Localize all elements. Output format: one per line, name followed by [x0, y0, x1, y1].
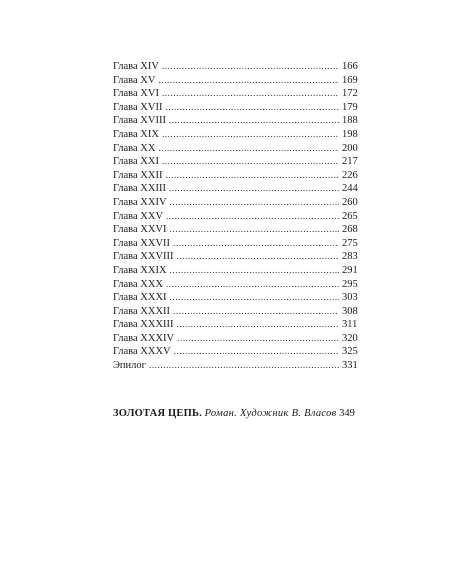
work-entry: [113, 407, 363, 421]
toc-dot-leader: [149, 359, 339, 373]
toc-dot-leader: [165, 169, 339, 183]
toc-entry: [113, 291, 356, 305]
toc-dot-leader: [166, 278, 339, 292]
toc-dot-leader: [177, 332, 339, 346]
toc-dot-leader: [177, 250, 339, 264]
toc-entry-page: 275: [342, 237, 358, 249]
table-of-contents: [113, 60, 356, 373]
toc-dot-leader: [170, 291, 339, 305]
toc-dot-leader: [165, 101, 339, 115]
toc-entry: [113, 278, 356, 292]
toc-entry-page: 325: [342, 346, 358, 358]
toc-entry-page: 308: [342, 305, 358, 317]
toc-entry-page: 172: [342, 88, 358, 100]
toc-dot-leader: [166, 210, 339, 224]
toc-entry: [113, 264, 356, 278]
toc-entry-page: 226: [342, 169, 358, 181]
toc-entry-page: 169: [342, 74, 358, 86]
toc-dot-leader: [173, 305, 339, 319]
toc-entry-label: Глава XXIII: [113, 183, 166, 195]
toc-entry: [113, 210, 356, 224]
toc-entry: [113, 196, 356, 210]
toc-entry-label: Глава XXII: [113, 169, 163, 181]
toc-dot-leader: [158, 142, 339, 156]
toc-entry-page: 295: [342, 278, 358, 290]
toc-entry: [113, 223, 356, 237]
toc-entry: [113, 250, 356, 264]
toc-entry-label: Глава XVIII: [113, 115, 166, 127]
work-title: ЗОЛОТАЯ ЦЕПЬ.: [113, 408, 202, 419]
toc-dot-leader: [177, 318, 339, 332]
toc-dot-leader: [162, 155, 339, 169]
toc-dot-leader: [169, 114, 339, 128]
toc-entry-label: Глава XVI: [113, 88, 159, 100]
toc-entry-page: 200: [342, 142, 358, 154]
toc-entry-label: Глава XIX: [113, 128, 159, 140]
toc-entry-label: Глава XXXI: [113, 292, 167, 304]
toc-entry-page: 291: [342, 264, 358, 276]
toc-dot-leader: [158, 74, 339, 88]
toc-entry-page: 188: [342, 115, 358, 127]
toc-dot-leader: [170, 223, 339, 237]
toc-entry-label: Глава XXX: [113, 278, 164, 290]
toc-entry-page: 260: [342, 196, 358, 208]
toc-entry-label: Глава XXIV: [113, 196, 167, 208]
toc-dot-leader: [170, 264, 339, 278]
toc-entry: [113, 318, 356, 332]
toc-entry: [113, 237, 356, 251]
toc-entry: [113, 142, 356, 156]
toc-entry: [113, 305, 356, 319]
toc-entry-label: Глава XXXIV: [113, 332, 175, 344]
toc-entry-page: 283: [342, 251, 358, 263]
toc-entry: [113, 169, 356, 183]
toc-dot-leader: [169, 182, 339, 196]
toc-entry-label: Глава XXXIII: [113, 319, 174, 331]
toc-entry: [113, 182, 356, 196]
toc-entry: [113, 128, 356, 142]
toc-entry: [113, 345, 356, 359]
toc-entry-page: 303: [342, 292, 358, 304]
toc-entry-label: Глава XXVIII: [113, 251, 174, 263]
toc-entry-label: Глава XX: [113, 142, 156, 154]
toc-entry-label: Глава XXVII: [113, 237, 171, 249]
toc-dot-leader: [162, 60, 339, 74]
toc-entry-label: Эпилог: [113, 360, 146, 372]
toc-entry: [113, 114, 356, 128]
toc-entry-label: Глава XXI: [113, 156, 159, 168]
toc-entry-label: Глава XXXV: [113, 346, 171, 358]
toc-entry-page: 320: [342, 332, 358, 344]
toc-entry-page: 331: [342, 360, 358, 372]
toc-dot-leader: [173, 237, 339, 251]
toc-entry-label: Глава XV: [113, 74, 156, 86]
toc-entry-label: Глава XXV: [113, 210, 164, 222]
toc-entry-label: Глава XXIX: [113, 264, 167, 276]
toc-entry-page: 166: [342, 61, 358, 72]
toc-dot-leader: [170, 196, 339, 210]
toc-entry-page: 268: [342, 224, 358, 236]
toc-entry-label: Глава XXVI: [113, 224, 167, 236]
toc-entry-label: Глава XIV: [113, 61, 159, 72]
toc-entry-page: 217: [342, 156, 358, 168]
toc-entry-page: 265: [342, 210, 358, 222]
toc-entry-page: 244: [342, 183, 358, 195]
toc-entry: [113, 87, 356, 101]
toc-entry-page: 311: [342, 319, 358, 331]
toc-entry: [113, 60, 356, 74]
toc-entry: [113, 155, 356, 169]
toc-entry-page: 198: [342, 128, 358, 140]
toc-entry: [113, 101, 356, 115]
toc-entry-page: 179: [342, 101, 358, 113]
toc-entry: [113, 332, 356, 346]
toc-entry-label: Глава XVII: [113, 101, 163, 113]
toc-dot-leader: [162, 128, 339, 142]
toc-entry-epilogue: [113, 359, 356, 373]
toc-entry: [113, 74, 356, 88]
work-page-number: 349: [339, 408, 355, 419]
work-description: Роман. Художник В. Власов: [204, 408, 337, 419]
toc-entry-label: Глава XXXII: [113, 305, 171, 317]
toc-dot-leader: [162, 87, 339, 101]
toc-dot-leader: [174, 345, 339, 359]
